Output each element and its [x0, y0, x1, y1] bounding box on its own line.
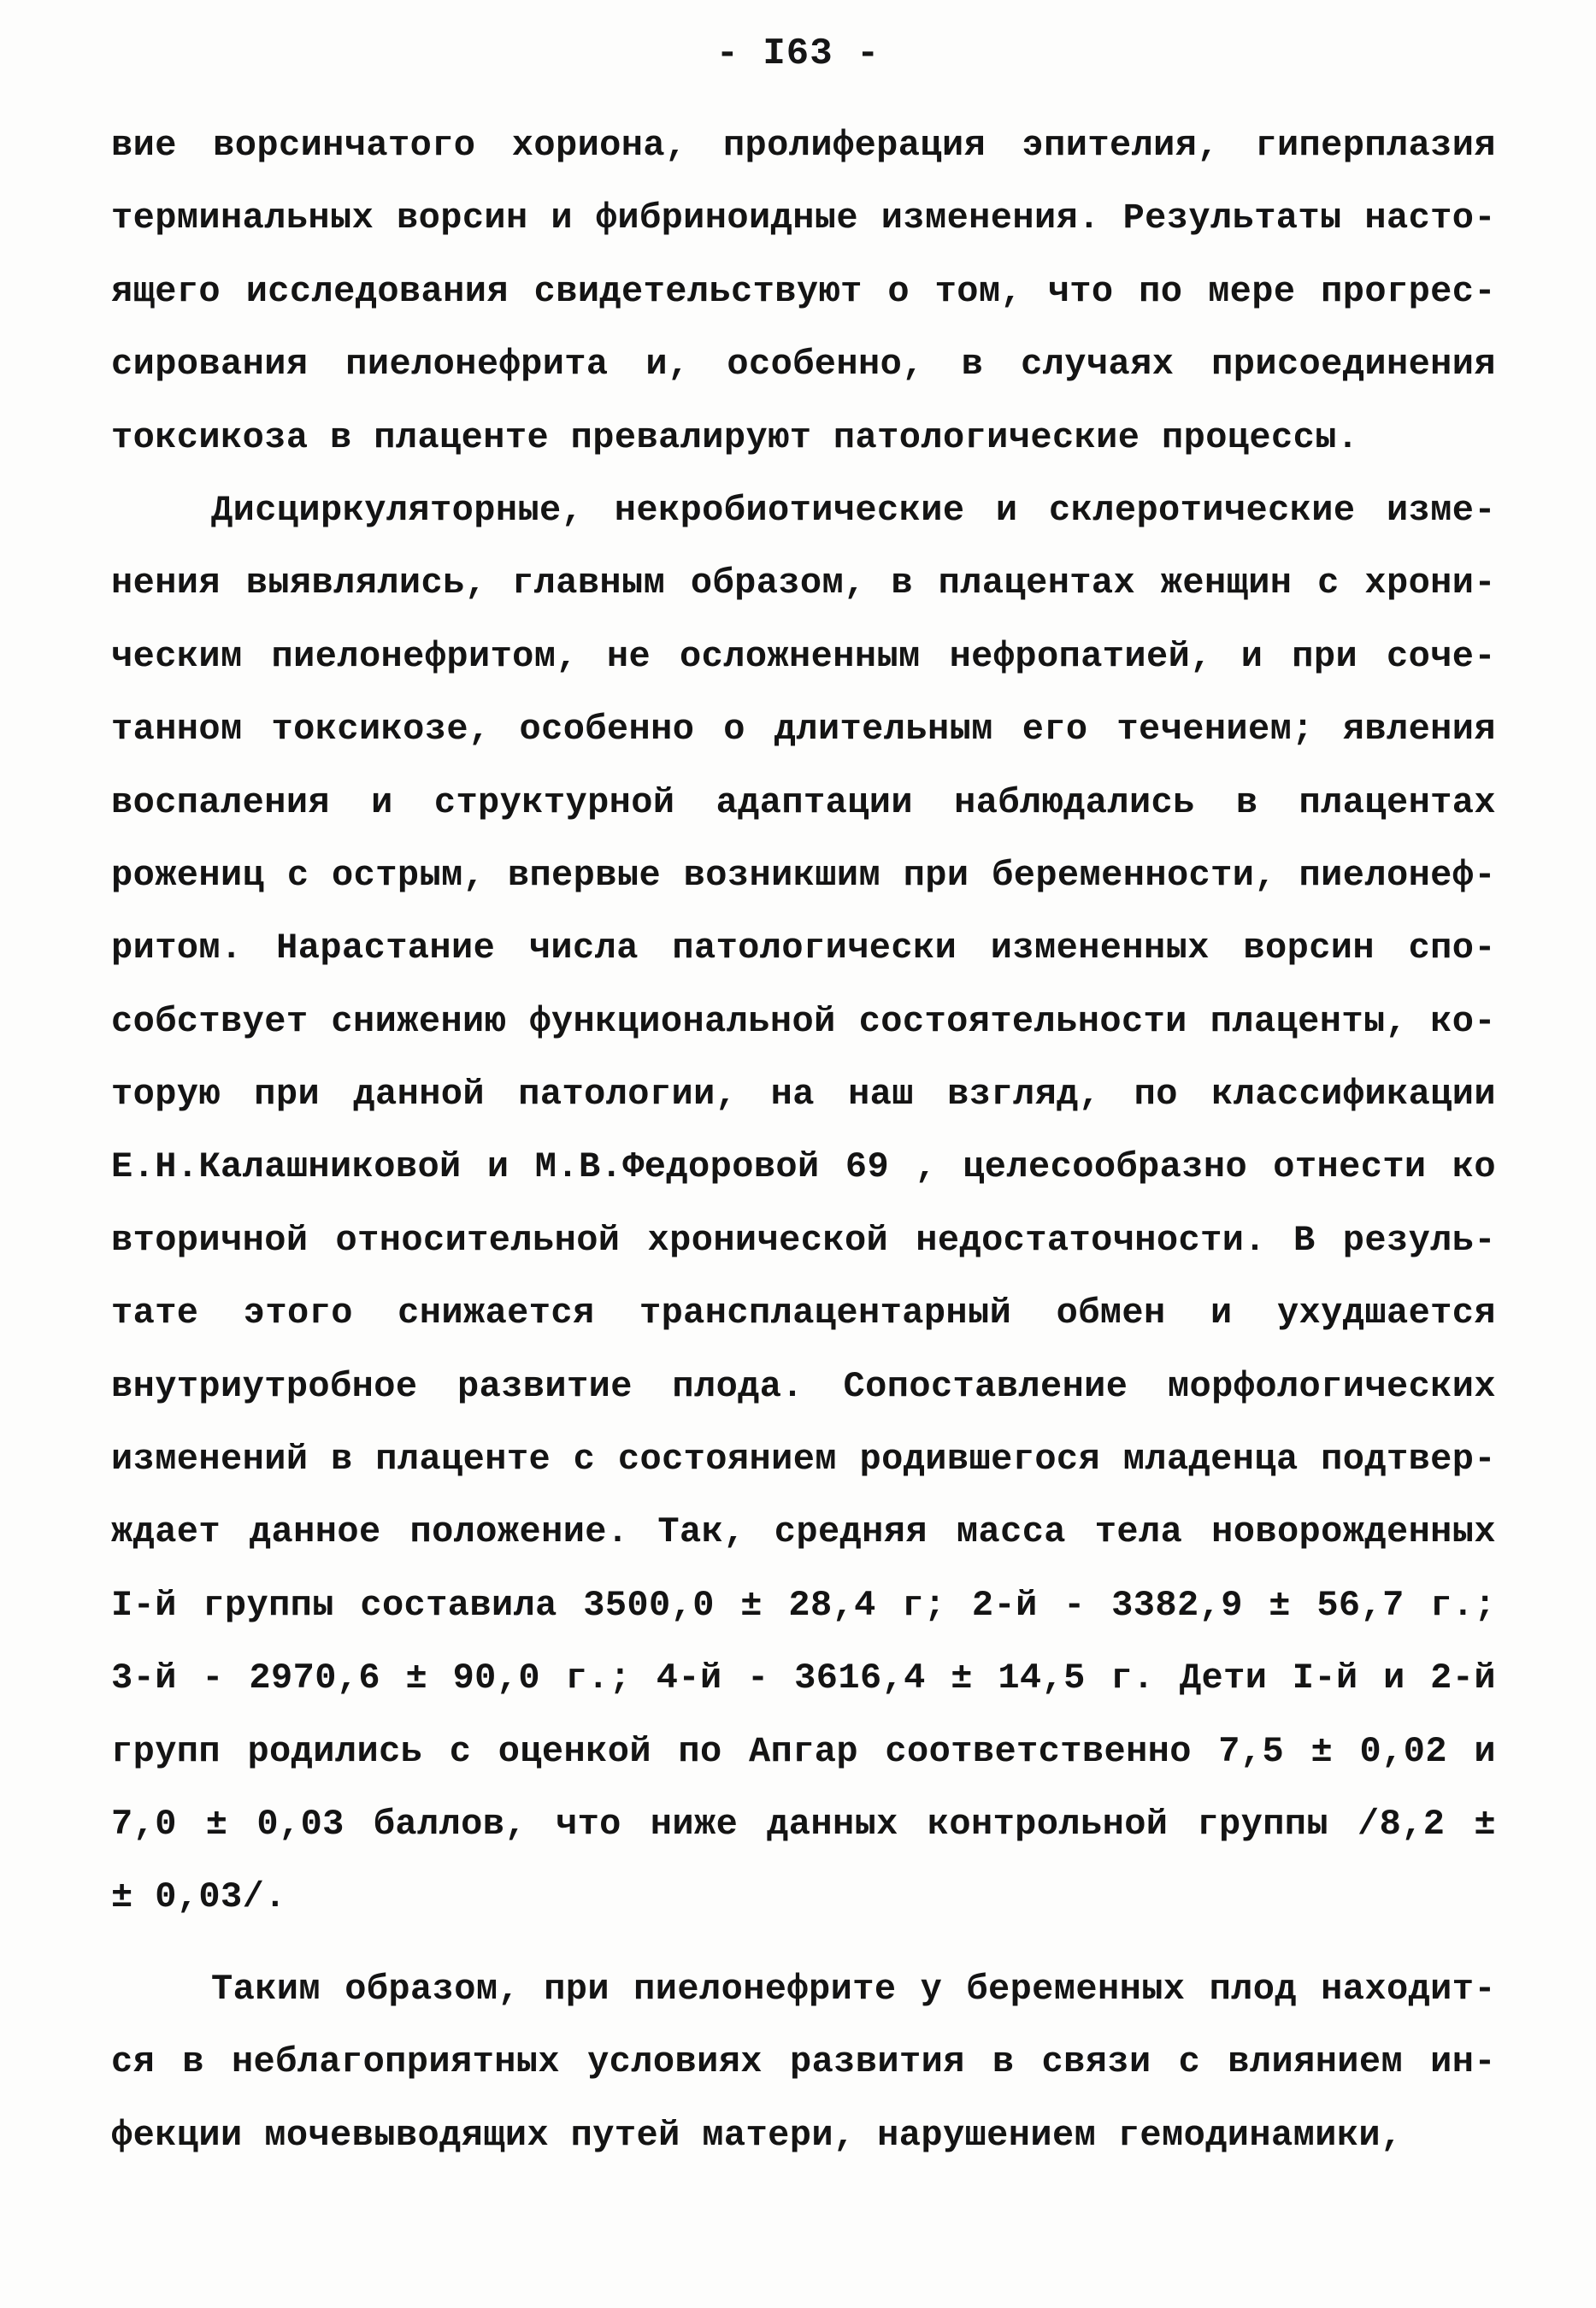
- text-line: ждает данное положение. Так, средняя масса тела новорожденных: [111, 1511, 1496, 1553]
- text-line: нения выявлялись, главным образом, в плацентах женщин с хрони-: [111, 562, 1496, 604]
- text-line: фекции мочевыводящих путей матери, нарушением гемодинамики,: [111, 2114, 1403, 2156]
- text-line: токсикоза в плаценте превалируют патологические процессы.: [111, 416, 1359, 458]
- text-line: ящего исследования свидетельствуют о том, что по мере прогрес-: [111, 270, 1496, 312]
- text-line: ± 0,03/.: [111, 1876, 286, 1918]
- text-line: терминальных ворсин и фибриноидные изменения. Результаты насто-: [111, 197, 1496, 239]
- text-line: торую при данной патологии, на наш взгляд, по классификации: [111, 1074, 1496, 1116]
- paragraph-1: [111, 109, 1496, 474]
- page-number: - I63 -: [716, 32, 880, 75]
- paragraph-3: [111, 1953, 1496, 2172]
- paragraph-2: [111, 474, 1496, 1934]
- text-line: ческим пиелонефритом, не осложненным нефропатией, и при соче-: [111, 635, 1496, 677]
- text-line: ритом. Нарастание числа патологически измененных ворсин спо-: [111, 927, 1496, 969]
- text-line: внутриутробное развитие плода. Сопоставление морфологических: [111, 1365, 1496, 1407]
- text-line: вторичной относительной хронической недостаточности. В резуль-: [111, 1219, 1496, 1261]
- text-line: ся в неблагоприятных условиях развития в связи с влиянием ин-: [111, 2041, 1496, 2083]
- text-line: Е.Н.Калашниковой и М.В.Федоровой 69 , целесообразно отнести ко: [111, 1146, 1496, 1188]
- text-line: Дисциркуляторные, некробиотические и склеротические изме-: [211, 489, 1496, 531]
- text-line: танном токсикозе, особенно о длительным его течением; явления: [111, 709, 1496, 751]
- text-line: 7,0 ± 0,03 баллов, что ниже данных контрольной группы /8,2 ±: [111, 1803, 1496, 1845]
- text-line: изменений в плаценте с состоянием родившегося младенца подтвер-: [111, 1439, 1496, 1481]
- text-line: 3-й - 2970,6 ± 90,0 г.; 4-й - 3616,4 ± 14,5 г. Дети I-й и 2-й: [111, 1657, 1496, 1699]
- text-line: тате этого снижается трансплацентарный обмен и ухудшается: [111, 1292, 1496, 1334]
- text-line: воспаления и структурной адаптации наблюдались в плацентах: [111, 781, 1496, 823]
- text-line: рожениц с острым, впервые возникшим при беременности, пиелонеф-: [111, 854, 1496, 896]
- text-line: сирования пиелонефрита и, особенно, в случаях присоединения: [111, 344, 1496, 386]
- text-body: [111, 109, 1496, 2172]
- text-line: вие ворсинчатого хориона, пролиферация эпителия, гиперплазия: [111, 125, 1496, 166]
- text-line: групп родились с оценкой по Апгар соответственно 7,5 ± 0,02 и: [111, 1730, 1496, 1772]
- text-line: Таким образом, при пиелонефрите у беременных плод находит-: [211, 1968, 1496, 2010]
- paragraph-gap: [111, 1934, 1496, 1953]
- text-line: собствует снижению функциональной состоятельности плаценты, ко-: [111, 1000, 1496, 1042]
- text-line: I-й группы составила 3500,0 ± 28,4 г; 2-й - 3382,9 ± 56,7 г.;: [111, 1584, 1496, 1626]
